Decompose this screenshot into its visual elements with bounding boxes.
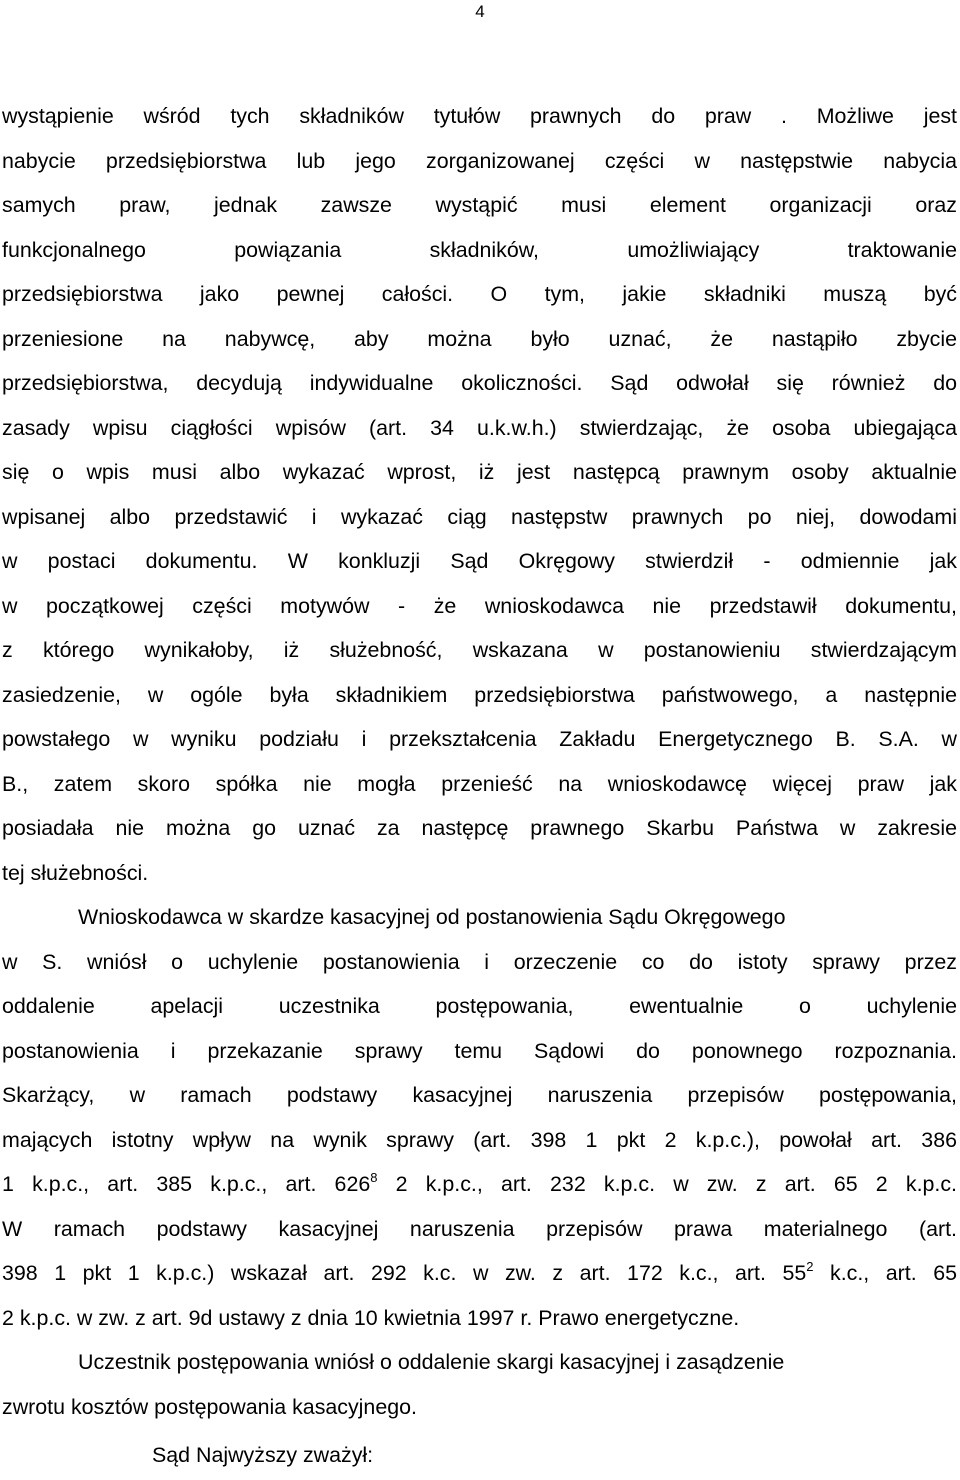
text-line: wystąpienie wśród tych składników tytułów prawnych do praw . Możliwe jest	[2, 104, 957, 128]
text-line: przedsiębiorstwa jako pewnej całości. O tym, jakie składniki muszą być	[2, 282, 957, 306]
text-line: zwrotu kosztów postępowania kasacyjnego.	[2, 1394, 417, 1419]
text-line: mających istotny wpływ na wynik sprawy (art. 398 1 pkt 2 k.p.c.), powołał art. 386	[2, 1127, 957, 1152]
superscript: 2	[806, 1259, 814, 1274]
text-line: zasiedzenie, w ogóle była składnikiem przedsiębiorstwa państwowego, a następnie	[2, 682, 957, 707]
text-line: B., zatem skoro spółka nie mogła przenieść na wnioskodawcę więcej praw jak	[2, 771, 957, 796]
paragraph-1	[2, 96, 957, 897]
text-line: funkcjonalnego powiązania składników, umożliwiający traktowanie	[2, 237, 957, 262]
text-line: się o wpis musi albo wykazać wprost, iż jest następcą prawnym osoby aktualnie	[2, 460, 957, 484]
text-line: z którego wynikałoby, iż służebność, wskazana w postanowieniu stwierdzającym	[2, 638, 957, 662]
text-line: nabycie przedsiębiorstwa lub jego zorganizowanej części w następstwie nabycia	[2, 148, 957, 173]
text-line: samych praw, jednak zawsze wystąpić musi element organizacji oraz	[2, 193, 957, 217]
text-segment: 398 1 pkt 1 k.p.c.) wskazał art. 292 k.c. w zw. z art. 172 k.c., art. 55	[2, 1261, 807, 1285]
paragraph-3	[2, 1342, 957, 1431]
text-line: oddalenie apelacji uczestnika postępowania, ewentualnie o uchylenie	[2, 994, 957, 1018]
closing-heading: Sąd Najwyższy zważył:	[152, 1443, 374, 1467]
paragraph-2	[2, 897, 957, 1342]
text-line	[2, 1253, 957, 1298]
text-line: posiadała nie można go uznać za następcę prawnego Skarbu Państwa w zakresie	[2, 816, 957, 840]
text-line: Skarżący, w ramach podstawy kasacyjnej naruszenia przepisów postępowania,	[2, 1083, 957, 1107]
page-number: 4	[475, 2, 485, 21]
document-body	[2, 96, 957, 1480]
text-line: Wnioskodawca w skardze kasacyjnej od postanowienia Sądu Okręgowego	[78, 905, 786, 929]
text-line: powstałego w wyniku podziału i przekształcenia Zakładu Energetycznego B. S.A. w	[2, 727, 957, 751]
text-line: Uczestnik postępowania wniósł o oddalenie skargi kasacyjnej i zasądzenie	[78, 1350, 785, 1374]
superscript: 8	[370, 1170, 378, 1185]
text-segment: 2 k.p.c., art. 232 k.p.c. w zw. z art. 65 2 k.p.c.	[377, 1172, 957, 1196]
text-line: W ramach podstawy kasacyjnej naruszenia przepisów prawa materialnego (art.	[2, 1216, 957, 1241]
text-segment: 1 k.p.c., art. 385 k.p.c., art. 626	[2, 1172, 371, 1196]
text-segment: k.c., art. 65	[813, 1261, 958, 1285]
text-line: wpisanej albo przedstawić i wykazać ciąg następstw prawnych po niej, dowodami	[2, 504, 957, 529]
text-line	[2, 1164, 957, 1209]
text-line: postanowienia i przekazanie sprawy temu Sądowi do ponownego rozpoznania.	[2, 1038, 957, 1063]
text-line: przedsiębiorstwa, decydują indywidualne okoliczności. Sąd odwołał się również do	[2, 371, 957, 395]
text-line: w postaci dokumentu. W konkluzji Sąd Okręgowy stwierdził - odmiennie jak	[2, 549, 957, 573]
text-line: zasady wpisu ciągłości wpisów (art. 34 u.k.w.h.) stwierdzając, że osoba ubiegająca	[2, 415, 957, 440]
text-line: tej służebności.	[2, 860, 149, 885]
text-line: 2 k.p.c. w zw. z art. 9d ustawy z dnia 10 kwietnia 1997 r. Prawo energetyczne.	[2, 1305, 740, 1330]
text-line: przeniesione na nabywcę, aby można było uznać, że nastąpiło zbycie	[2, 326, 957, 351]
text-line: w S. wniósł o uchylenie postanowienia i orzeczenie co do istoty sprawy przez	[2, 949, 957, 974]
text-line: w początkowej części motywów - że wnioskodawca nie przedstawił dokumentu,	[2, 593, 957, 618]
